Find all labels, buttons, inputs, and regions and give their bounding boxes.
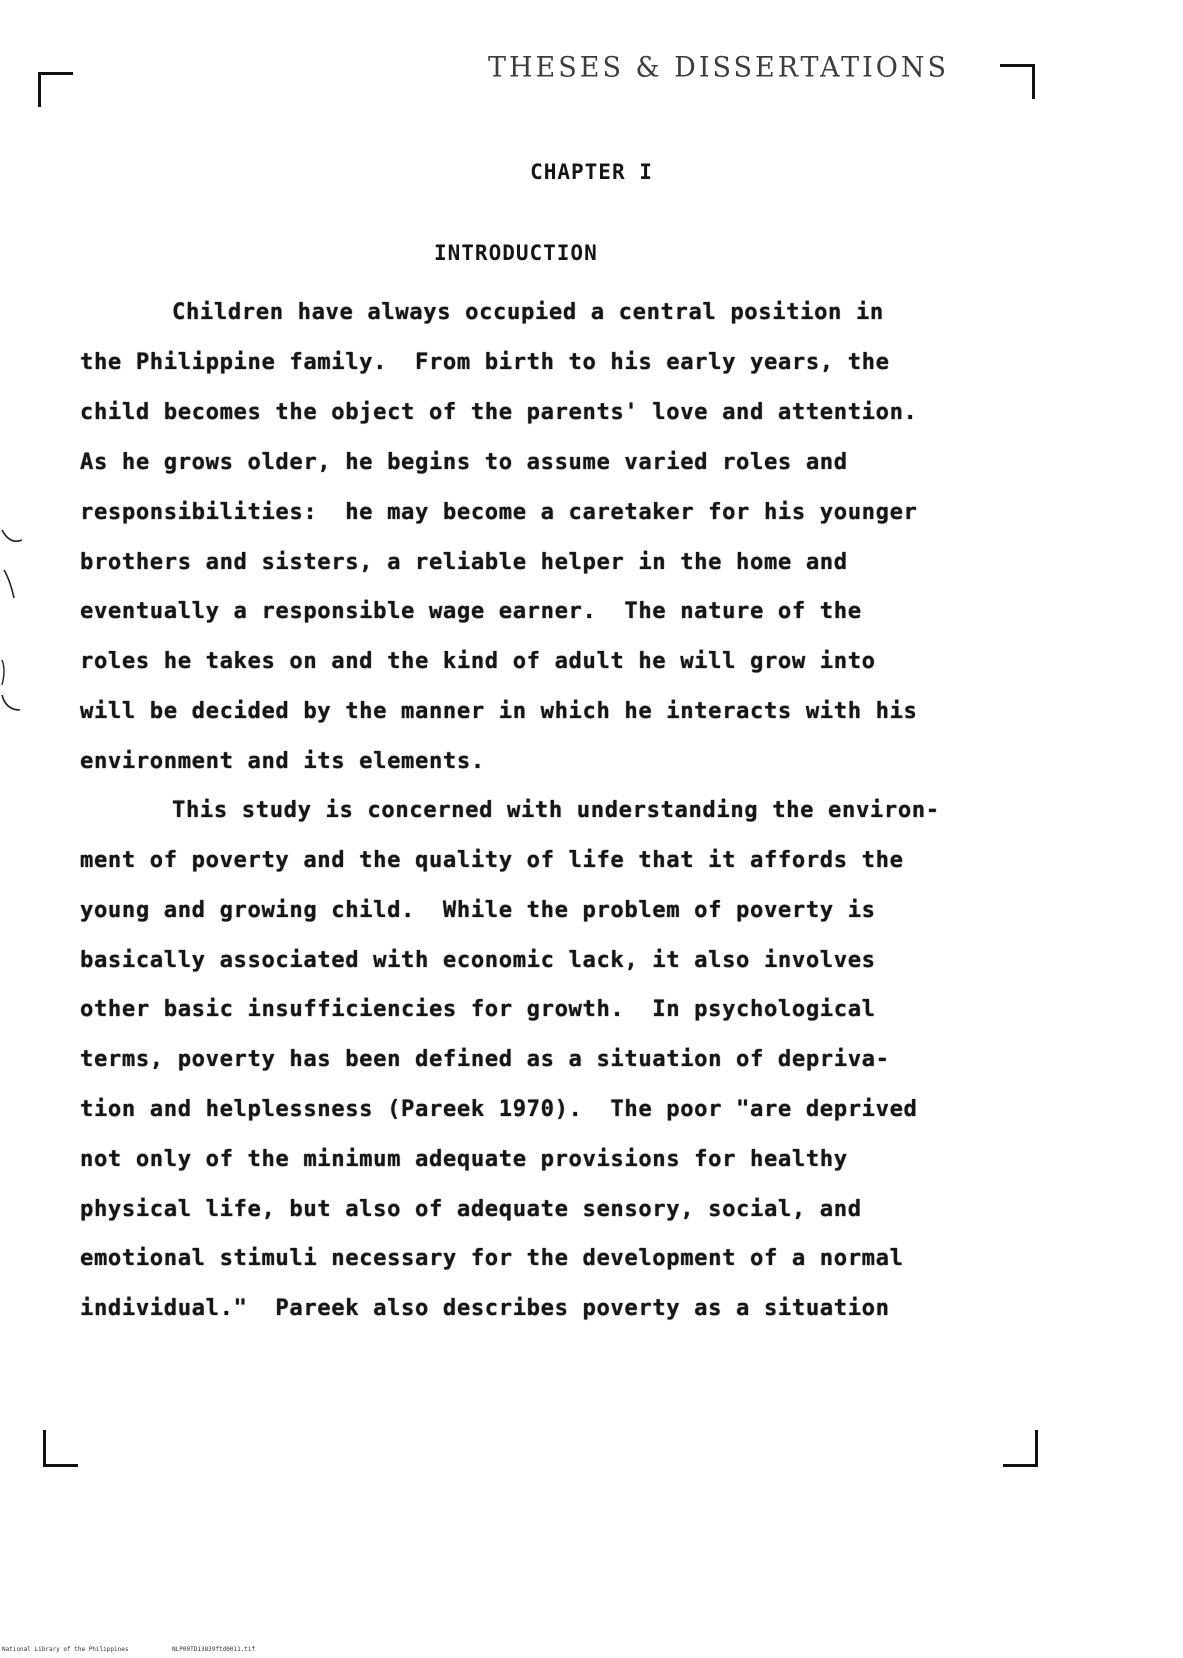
text-line: As he grows older, he begins to assume varied roles and bbox=[80, 449, 848, 475]
handwritten-margin-mark bbox=[0, 510, 40, 770]
text-line: young and growing child. While the problem of poverty is bbox=[80, 897, 876, 923]
text-line: other basic insufficiencies for growth. In psychological bbox=[80, 996, 876, 1022]
text-line: child becomes the object of the parents' love and attention. bbox=[80, 399, 918, 425]
crop-mark-bottom-left bbox=[43, 1430, 78, 1467]
text-line: will be decided by the manner in which he interacts with his bbox=[80, 698, 918, 724]
text-line: basically associated with economic lack, it also involves bbox=[80, 947, 876, 973]
footer-library: National Library of the Philippines bbox=[2, 1646, 129, 1653]
text-line: Children have always occupied a central position in bbox=[172, 299, 884, 325]
text-line: responsibilities: he may become a caretaker for his younger bbox=[80, 499, 918, 525]
crop-mark-top-left bbox=[38, 72, 73, 107]
text-line: roles he takes on and the kind of adult he will grow into bbox=[80, 648, 876, 674]
text-line: eventually a responsible wage earner. The nature of the bbox=[80, 598, 862, 624]
text-line: ment of poverty and the quality of life that it affords the bbox=[80, 847, 904, 873]
section-title: INTRODUCTION bbox=[434, 241, 598, 265]
text-line: physical life, but also of adequate sensory, social, and bbox=[80, 1196, 862, 1222]
text-line: the Philippine family. From birth to his early years, the bbox=[80, 349, 890, 375]
scan-footer bbox=[2, 1646, 295, 1653]
text-line: not only of the minimum adequate provisions for healthy bbox=[80, 1146, 848, 1172]
crop-mark-bottom-right bbox=[1003, 1430, 1038, 1467]
text-line: This study is concerned with understanding the environ- bbox=[172, 797, 940, 823]
text-line: tion and helplessness (Pareek 1970). The poor "are deprived bbox=[80, 1096, 918, 1122]
text-line: environment and its elements. bbox=[80, 748, 485, 774]
crop-mark-top-right bbox=[1000, 64, 1035, 99]
theses-stamp: THESES & DISSERTATIONS bbox=[488, 51, 950, 84]
text-line: individual." Pareek also describes poverty as a situation bbox=[80, 1295, 890, 1321]
footer-filename: NLP00TD13839ftd0011.tif bbox=[172, 1646, 256, 1653]
text-line: emotional stimuli necessary for the development of a normal bbox=[80, 1245, 904, 1271]
text-line: terms, poverty has been defined as a situation of depriva- bbox=[80, 1046, 890, 1072]
text-line: brothers and sisters, a reliable helper in the home and bbox=[80, 549, 848, 575]
chapter-label: CHAPTER I bbox=[530, 160, 653, 184]
